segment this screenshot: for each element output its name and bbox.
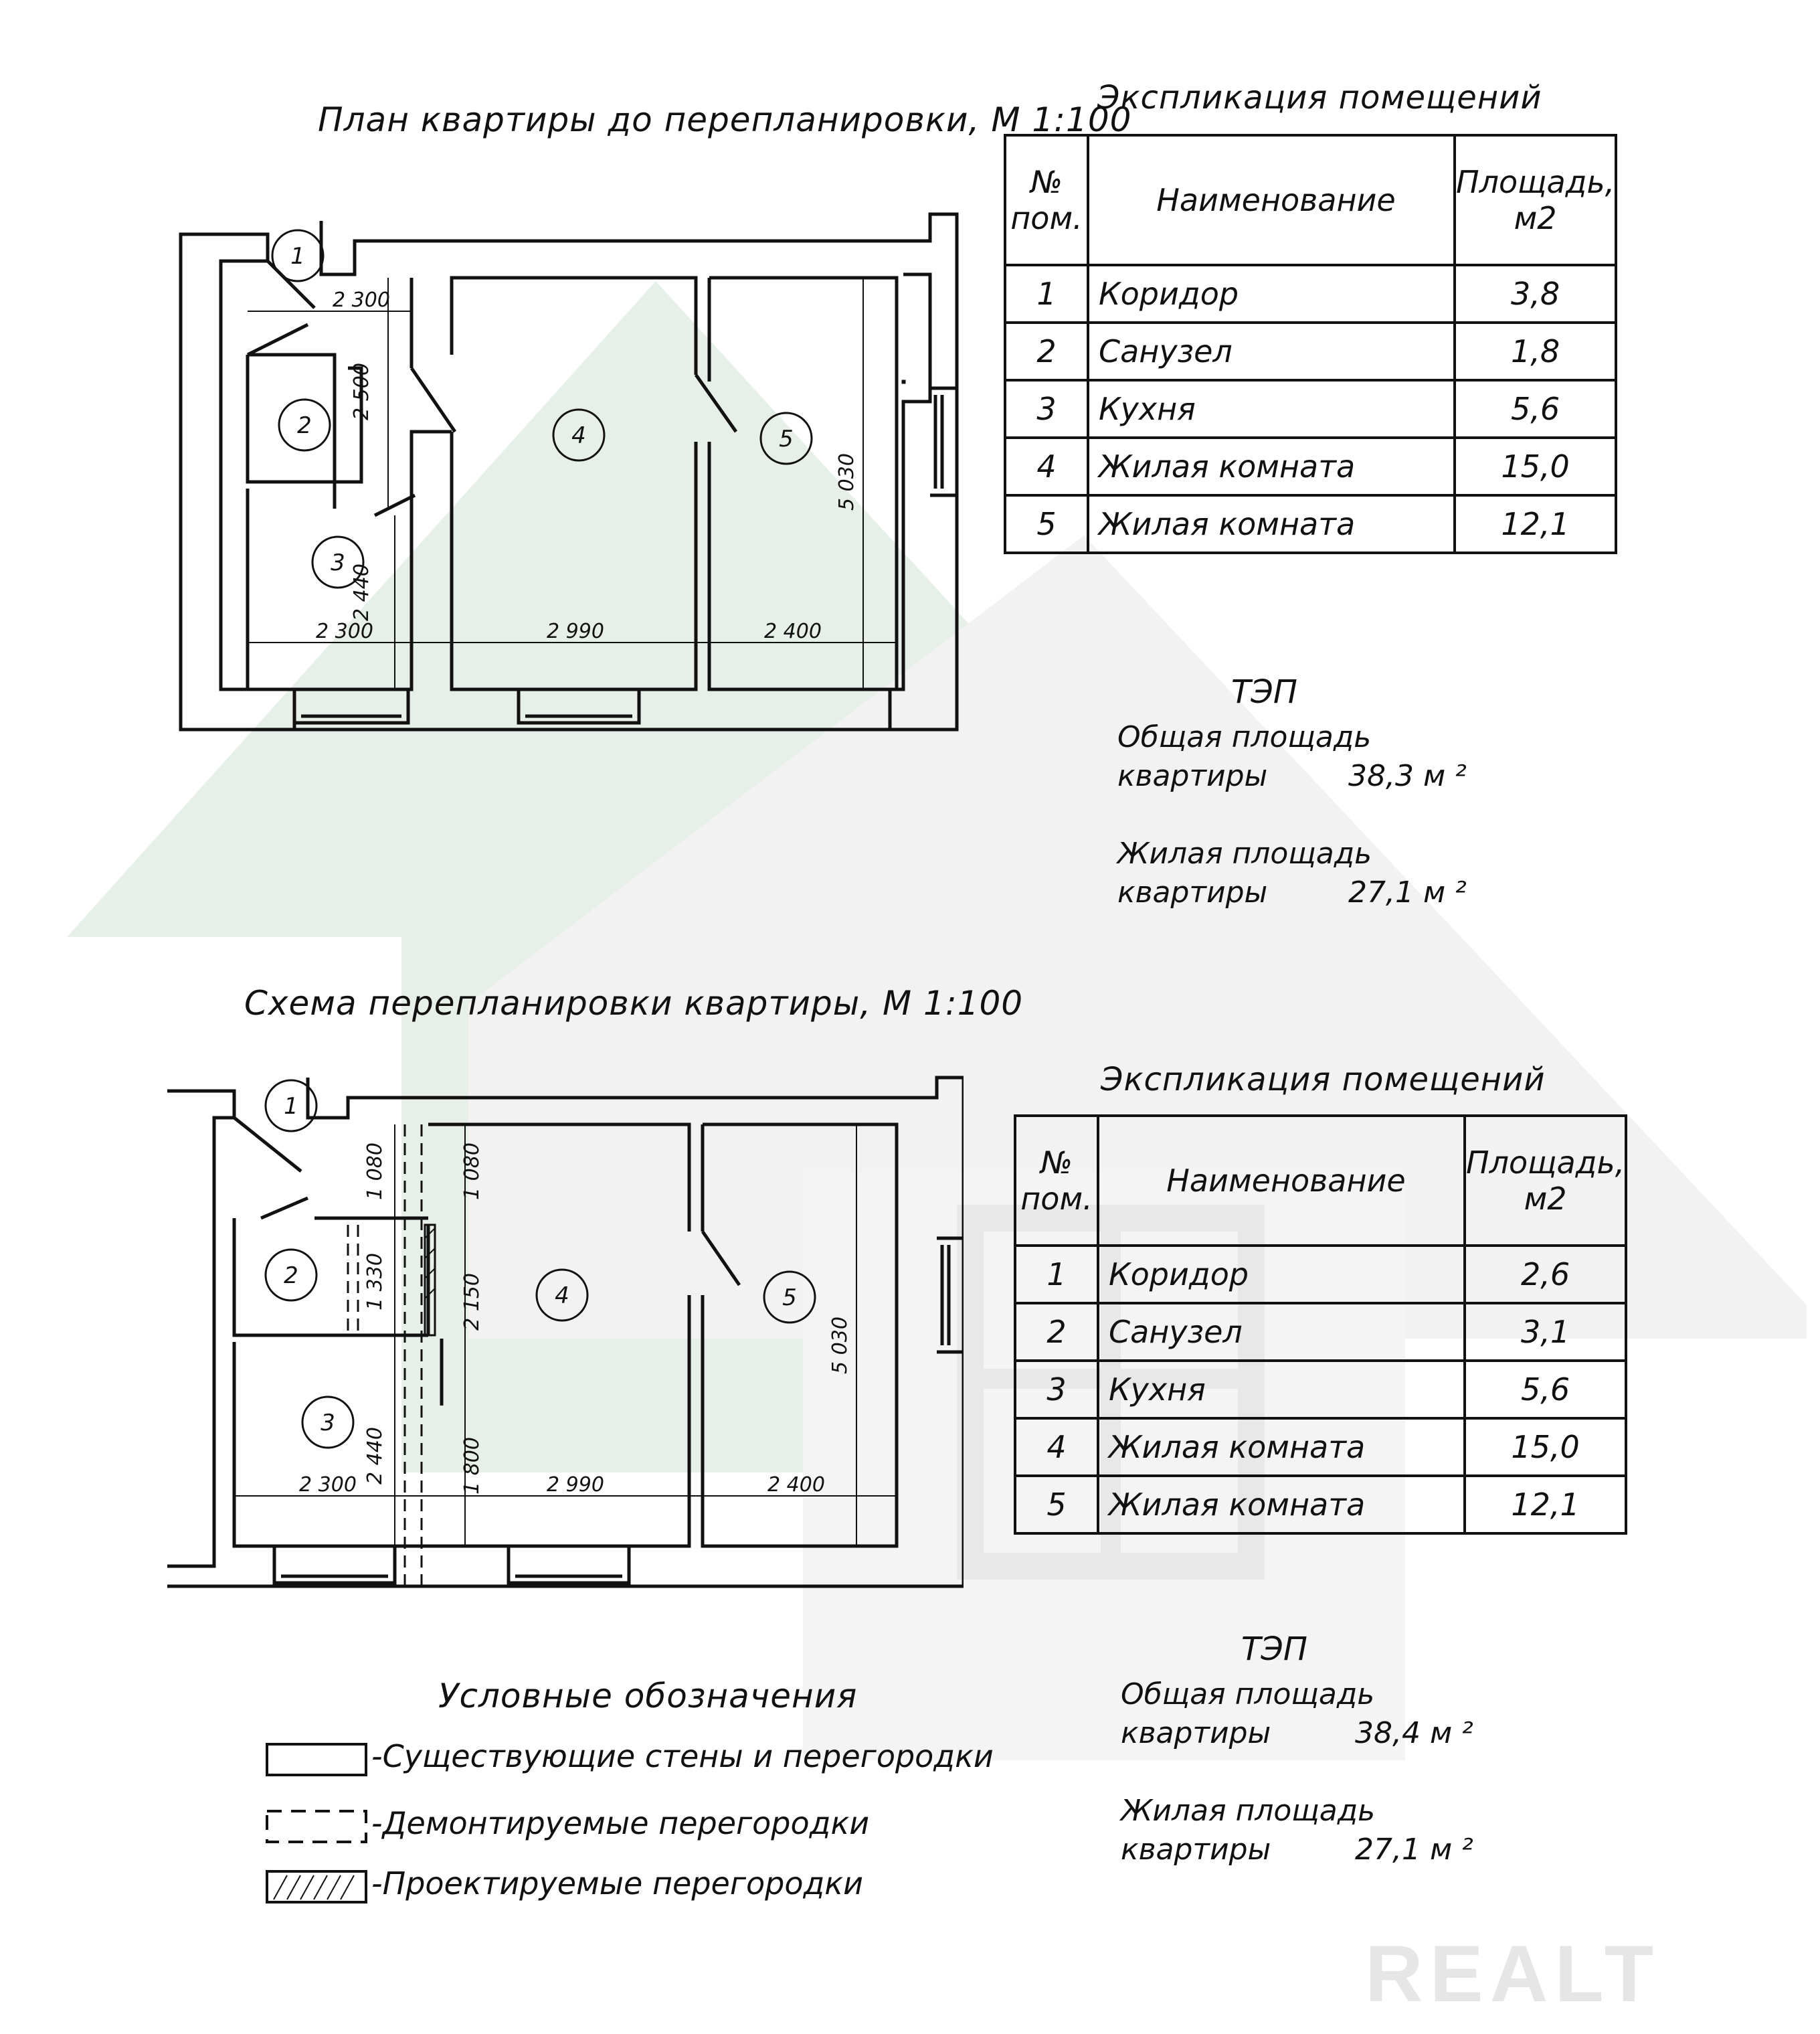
cell-name: Жилая комната: [1088, 438, 1455, 495]
dim-label: 2 500: [350, 363, 373, 420]
tep-total-label: Общая площадь: [1117, 720, 1372, 754]
cell-num: 5: [1005, 495, 1088, 553]
table-after-title: Экспликация помещений: [1101, 1061, 1546, 1098]
table-row: [1015, 1246, 1626, 1303]
col-header-name: Наименование: [1098, 1116, 1465, 1246]
cell-num: 4: [1005, 438, 1088, 495]
cell-area: 2,6: [1465, 1246, 1626, 1303]
room-number-4: 4: [571, 422, 586, 449]
tep-title: ТЭП: [1231, 673, 1297, 711]
cell-area: 5,6: [1465, 1361, 1626, 1418]
room-number-5: 5: [779, 426, 794, 452]
dim-label: 5 030: [828, 1317, 852, 1374]
explication-table-before: [1004, 134, 1617, 554]
dim-label: 1 080: [363, 1142, 387, 1200]
table-row: [1005, 380, 1616, 438]
table-row: [1005, 265, 1616, 323]
tep-living-label: Жилая площадь: [1121, 1794, 1376, 1828]
dim-label: 2 150: [460, 1273, 484, 1331]
table-row: [1015, 1418, 1626, 1476]
dim-label: 2 440: [363, 1427, 387, 1485]
table-row: [1005, 323, 1616, 380]
dim-label: 1 800: [460, 1437, 484, 1495]
dim-label: 1 330: [363, 1253, 387, 1310]
table-before-title: Экспликация помещений: [1097, 79, 1542, 116]
cell-num: 3: [1015, 1361, 1098, 1418]
cell-name: Кухня: [1098, 1361, 1465, 1418]
tep-before: [1117, 673, 1519, 912]
cell-num: 1: [1015, 1246, 1098, 1303]
cell-name: Коридор: [1088, 265, 1455, 323]
col-header-name: Наименование: [1088, 135, 1455, 265]
dim-label: 5 030: [835, 453, 858, 511]
cell-num: 2: [1015, 1303, 1098, 1361]
dim-label: 2 990: [547, 620, 604, 643]
tep-after: [1121, 1630, 1522, 1869]
cell-num: 4: [1015, 1418, 1098, 1476]
plan-before-drawing: [167, 201, 970, 756]
cell-num: 2: [1005, 323, 1088, 380]
col-header-num: № пом.: [1015, 1116, 1098, 1246]
legend-symbol-projected: [264, 1867, 371, 1908]
tep-living-label: квартиры: [1121, 1833, 1271, 1867]
tep-title: ТЭП: [1241, 1630, 1307, 1668]
tep-living-label: квартиры: [1117, 875, 1268, 910]
dim-label: 2 300: [299, 1473, 357, 1497]
cell-name: Санузел: [1098, 1303, 1465, 1361]
cell-num: 1: [1005, 265, 1088, 323]
legend-symbol-existing: [264, 1740, 371, 1780]
explication-table-after: [1014, 1114, 1627, 1535]
tep-total-label: квартиры: [1121, 1716, 1271, 1750]
dim-label: 2 400: [767, 1473, 825, 1497]
cell-area: 1,8: [1455, 323, 1616, 380]
table-row: [1005, 495, 1616, 553]
room-number-3: 3: [321, 1410, 335, 1436]
cell-num: 5: [1015, 1476, 1098, 1533]
legend-item-existing: -Существующие стены и перегородки: [371, 1738, 994, 1774]
room-number-4: 4: [555, 1282, 569, 1309]
cell-name: Жилая комната: [1098, 1476, 1465, 1533]
plan-before-title: План квартиры до перепланировки, М 1:100: [318, 100, 1132, 139]
room-number-1: 1: [290, 243, 305, 270]
dim-label: 2 400: [764, 620, 822, 643]
legend-title: Условные обозначения: [438, 1677, 858, 1715]
col-header-num: № пом.: [1005, 135, 1088, 265]
table-row: [1015, 1303, 1626, 1361]
room-number-3: 3: [331, 549, 345, 576]
tep-living-label: Жилая площадь: [1117, 837, 1372, 871]
cell-area: 5,6: [1455, 380, 1616, 438]
cell-name: Санузел: [1088, 323, 1455, 380]
plan-after-title: Схема перепланировки квартиры, М 1:100: [244, 984, 1024, 1023]
table-row: [1015, 1361, 1626, 1418]
cell-area: 12,1: [1465, 1476, 1626, 1533]
dim-label: 2 440: [350, 564, 373, 621]
cell-area: 15,0: [1465, 1418, 1626, 1476]
room-number-5: 5: [782, 1284, 797, 1311]
col-header-area: Площадь, м2: [1455, 135, 1616, 265]
dim-label: 2 990: [547, 1473, 604, 1497]
realt-watermark-logo: REALT: [1365, 1929, 1661, 2019]
tep-total-label: Общая площадь: [1121, 1677, 1375, 1711]
legend-symbol-demolished: [264, 1807, 371, 1847]
cell-name: Кухня: [1088, 380, 1455, 438]
cell-area: 3,1: [1465, 1303, 1626, 1361]
tep-living-value: 27,1 м ²: [1355, 1833, 1473, 1867]
cell-area: 3,8: [1455, 265, 1616, 323]
tep-total-label: квартиры: [1117, 759, 1268, 793]
legend-item-demolished: -Демонтируемые перегородки: [371, 1805, 870, 1841]
tep-total-value: 38,4 м ²: [1355, 1716, 1473, 1750]
table-row: [1005, 438, 1616, 495]
tep-living-value: 27,1 м ²: [1348, 875, 1467, 910]
room-number-1: 1: [284, 1093, 298, 1120]
dim-label: 2 300: [316, 620, 373, 643]
cell-num: 3: [1005, 380, 1088, 438]
room-number-2: 2: [284, 1262, 298, 1289]
dim-label: 2 300: [333, 288, 390, 312]
plan-after-drawing: [161, 1071, 964, 1633]
cell-area: 15,0: [1455, 438, 1616, 495]
cell-area: 12,1: [1455, 495, 1616, 553]
room-number-2: 2: [297, 412, 312, 439]
col-header-area: Площадь, м2: [1465, 1116, 1626, 1246]
dim-label: 1 080: [460, 1142, 484, 1200]
cell-name: Жилая комната: [1088, 495, 1455, 553]
legend-item-projected: -Проектируемые перегородки: [371, 1865, 863, 1901]
table-row: [1015, 1476, 1626, 1533]
cell-name: Жилая комната: [1098, 1418, 1465, 1476]
tep-total-value: 38,3 м ²: [1348, 759, 1467, 793]
cell-name: Коридор: [1098, 1246, 1465, 1303]
